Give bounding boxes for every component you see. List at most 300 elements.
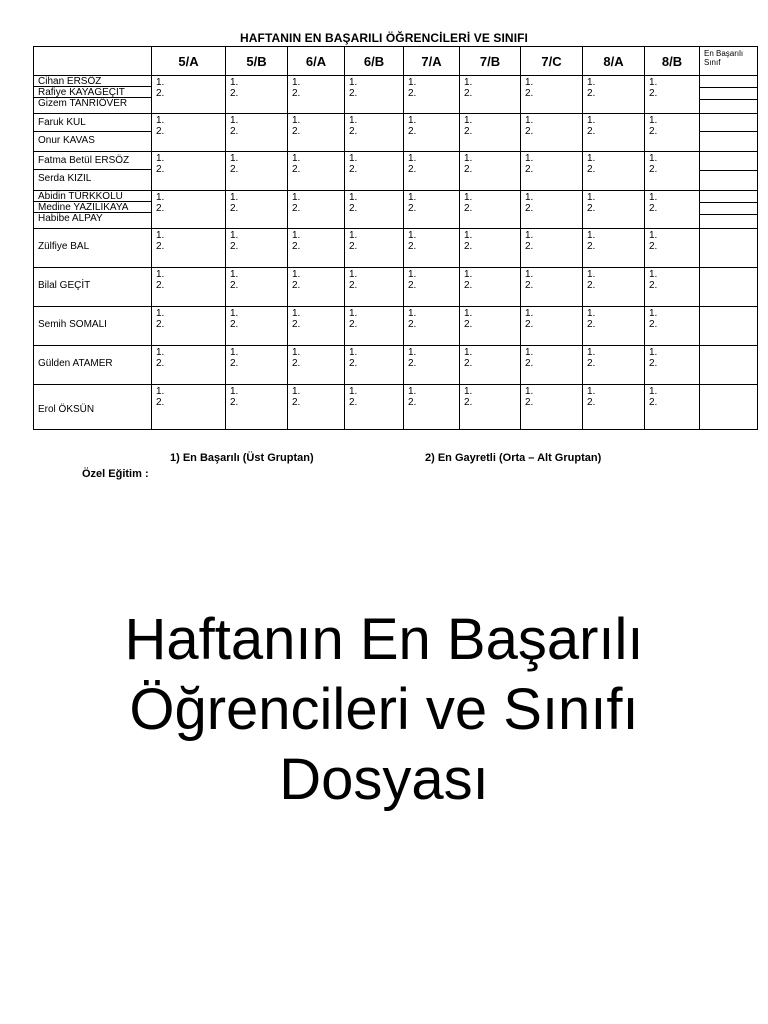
slot-label: 1. — [230, 115, 239, 126]
slot-label: 2. — [587, 319, 596, 330]
best-class-subcell — [700, 171, 757, 190]
slot-label: 1. — [349, 230, 358, 241]
slot-label: 1. — [349, 386, 358, 397]
slot-label: 2. — [587, 358, 596, 369]
column-header: 7/B — [460, 47, 521, 76]
slot-cell — [288, 76, 345, 114]
slot-label: 2. — [408, 164, 417, 175]
slot-label: 2. — [156, 280, 165, 291]
slot-label: 1. — [292, 347, 301, 358]
student-name: Erol ÖKSÜN — [38, 404, 95, 415]
student-name: Abidin TÜRKKOLU — [34, 191, 151, 202]
slot-label: 1. — [649, 386, 658, 397]
slot-label: 2. — [525, 358, 534, 369]
slot-label: 2. — [649, 164, 658, 175]
cover-title-line: Haftanın En Başarılı — [124, 607, 644, 672]
slot-label: 1. — [408, 308, 417, 319]
slot-label: 2. — [464, 397, 473, 408]
slot-label: 2. — [349, 203, 358, 214]
slot-cell — [226, 76, 288, 114]
slot-label: 1. — [292, 386, 301, 397]
slot-cell — [521, 229, 583, 268]
table-row — [34, 229, 758, 268]
best-class-subcell — [700, 191, 757, 203]
slot-label: 2. — [349, 397, 358, 408]
slot-label: 1. — [156, 308, 165, 319]
slot-label: 1. — [587, 77, 596, 88]
slot-label: 1. — [649, 308, 658, 319]
slot-label: 1. — [587, 308, 596, 319]
slot-label: 2. — [649, 241, 658, 252]
slot-label: 1. — [349, 192, 358, 203]
slot-cell — [345, 229, 404, 268]
table-header-row — [34, 47, 758, 76]
slot-cell — [226, 307, 288, 346]
slot-cell — [288, 191, 345, 229]
slot-label: 2. — [649, 88, 658, 99]
slot-label: 1. — [587, 269, 596, 280]
slot-label: 2. — [649, 397, 658, 408]
slot-cell — [345, 346, 404, 385]
slot-label: 1. — [156, 153, 165, 164]
slot-label: 2. — [408, 203, 417, 214]
slot-label: 1. — [408, 192, 417, 203]
slot-label: 2. — [587, 126, 596, 137]
slot-label: 2. — [464, 164, 473, 175]
slot-label: 2. — [587, 88, 596, 99]
best-class-subcell — [700, 307, 757, 345]
slot-label: 2. — [292, 241, 301, 252]
slot-label: 2. — [156, 397, 165, 408]
slot-label: 2. — [525, 397, 534, 408]
slot-label: 1. — [230, 230, 239, 241]
slot-cell — [226, 152, 288, 191]
student-names-cell — [34, 385, 152, 430]
slot-label: 1. — [292, 192, 301, 203]
slot-label: 1. — [649, 77, 658, 88]
slot-label: 2. — [292, 126, 301, 137]
slot-cell — [345, 76, 404, 114]
slot-cell — [404, 229, 460, 268]
slot-cell — [226, 229, 288, 268]
slot-cell — [288, 114, 345, 152]
slot-label: 2. — [408, 397, 417, 408]
slot-label: 2. — [292, 397, 301, 408]
slot-cell — [645, 385, 700, 430]
slot-label: 2. — [156, 88, 165, 99]
best-class-cell — [700, 114, 758, 152]
slot-label: 1. — [292, 308, 301, 319]
slot-label: 1. — [349, 153, 358, 164]
slot-label: 1. — [349, 308, 358, 319]
slot-cell — [345, 152, 404, 191]
student-name: Serda KIZIL — [38, 173, 92, 184]
slot-label: 1. — [464, 192, 473, 203]
student-names-cell — [34, 114, 152, 152]
column-header: 5/B — [226, 47, 288, 76]
slot-label: 2. — [464, 358, 473, 369]
slot-cell — [152, 307, 226, 346]
slot-label: 2. — [156, 358, 165, 369]
slot-label: 1. — [408, 230, 417, 241]
slot-label: 2. — [408, 319, 417, 330]
slot-label: 2. — [464, 280, 473, 291]
slot-label: 1. — [292, 269, 301, 280]
column-header: 6/A — [288, 47, 345, 76]
slot-label: 1. — [464, 230, 473, 241]
slot-cell — [521, 385, 583, 430]
slot-label: 1. — [230, 347, 239, 358]
student-name: Faruk KUL — [34, 114, 151, 132]
slot-cell — [288, 385, 345, 430]
best-class-subcell — [700, 132, 757, 150]
slot-cell — [345, 307, 404, 346]
slot-label: 2. — [587, 203, 596, 214]
slot-cell — [226, 385, 288, 430]
column-header: 8/B — [645, 47, 700, 76]
slot-label: 1. — [525, 192, 534, 203]
best-class-cell — [700, 268, 758, 307]
slot-label: 1. — [156, 347, 165, 358]
slot-cell — [583, 114, 645, 152]
slot-label: 1. — [464, 153, 473, 164]
slot-label: 1. — [587, 386, 596, 397]
slot-label: 1. — [525, 269, 534, 280]
slot-label: 2. — [230, 319, 239, 330]
slot-label: 2. — [230, 88, 239, 99]
slot-label: 2. — [349, 164, 358, 175]
slot-label: 1. — [292, 77, 301, 88]
slot-label: 2. — [156, 126, 165, 137]
slot-label: 2. — [292, 203, 301, 214]
slot-cell — [521, 268, 583, 307]
best-class-subcell — [700, 229, 757, 267]
slot-cell — [460, 385, 521, 430]
slot-label: 2. — [230, 397, 239, 408]
slot-label: 1. — [464, 347, 473, 358]
slot-label: 1. — [349, 77, 358, 88]
slot-cell — [583, 229, 645, 268]
best-class-subcell — [700, 203, 757, 215]
slot-label: 2. — [156, 164, 165, 175]
student-name: Habibe ALPAY — [38, 213, 103, 224]
student-names-cell — [34, 307, 152, 346]
slot-label: 1. — [587, 115, 596, 126]
table-row — [34, 385, 758, 430]
slot-cell — [226, 268, 288, 307]
slot-cell — [152, 114, 226, 152]
slot-cell — [460, 268, 521, 307]
slot-label: 1. — [408, 386, 417, 397]
slot-label: 1. — [156, 115, 165, 126]
slot-label: 1. — [349, 269, 358, 280]
best-class-subcell — [700, 76, 757, 88]
slot-cell — [152, 268, 226, 307]
best-class-cell — [700, 191, 758, 229]
slot-cell — [521, 114, 583, 152]
slot-cell — [460, 229, 521, 268]
cover-title-line: Öğrencileri ve Sınıfı — [129, 677, 639, 742]
slot-label: 2. — [230, 358, 239, 369]
slot-cell — [583, 385, 645, 430]
student-name: Fatma Betül ERSÖZ — [34, 152, 151, 170]
slot-label: 1. — [464, 115, 473, 126]
slot-cell — [583, 307, 645, 346]
slot-cell — [345, 114, 404, 152]
best-class-cell — [700, 229, 758, 268]
student-name: Gülden ATAMER — [38, 358, 113, 369]
student-name: Onur KAVAS — [38, 135, 95, 146]
best-class-cell — [700, 385, 758, 430]
slot-label: 1. — [525, 308, 534, 319]
best-class-subcell — [700, 215, 757, 227]
cover-title-line: Dosyası — [279, 747, 489, 812]
slot-cell — [404, 268, 460, 307]
slot-label: 2. — [525, 319, 534, 330]
slot-label: 2. — [349, 280, 358, 291]
slot-label: 1. — [156, 192, 165, 203]
student-names-cell — [34, 346, 152, 385]
slot-label: 1. — [156, 230, 165, 241]
table-row — [34, 76, 758, 114]
weekly-students-table — [33, 46, 758, 430]
slot-label: 2. — [649, 203, 658, 214]
column-header: 6/B — [345, 47, 404, 76]
student-name: Zülfiye BAL — [38, 241, 90, 252]
slot-cell — [460, 152, 521, 191]
slot-cell — [226, 191, 288, 229]
slot-cell — [521, 307, 583, 346]
slot-label: 1. — [230, 77, 239, 88]
slot-label: 1. — [292, 230, 301, 241]
slot-label: 2. — [230, 241, 239, 252]
slot-label: 2. — [292, 164, 301, 175]
slot-label: 2. — [230, 203, 239, 214]
slot-label: 1. — [649, 192, 658, 203]
slot-cell — [460, 191, 521, 229]
slot-cell — [345, 191, 404, 229]
slot-cell — [288, 307, 345, 346]
slot-label: 1. — [464, 386, 473, 397]
slot-cell — [521, 191, 583, 229]
slot-cell — [345, 385, 404, 430]
best-class-subcell — [700, 346, 757, 384]
slot-label: 2. — [587, 241, 596, 252]
slot-cell — [288, 229, 345, 268]
best-class-column-header: En Başarılı Sınıf — [700, 47, 758, 76]
slot-label: 1. — [464, 308, 473, 319]
slot-cell — [521, 152, 583, 191]
student-name: Cihan ERSÖZ — [34, 76, 151, 87]
slot-label: 2. — [525, 126, 534, 137]
slot-label: 1. — [525, 115, 534, 126]
best-class-cell — [700, 307, 758, 346]
student-names-cell — [34, 152, 152, 191]
slot-label: 2. — [349, 126, 358, 137]
column-header: 7/A — [404, 47, 460, 76]
slot-cell — [645, 307, 700, 346]
slot-label: 1. — [464, 269, 473, 280]
slot-label: 2. — [464, 126, 473, 137]
slot-label: 2. — [408, 88, 417, 99]
slot-label: 2. — [525, 241, 534, 252]
slot-cell — [645, 76, 700, 114]
slot-label: 1. — [649, 115, 658, 126]
slot-label: 2. — [464, 203, 473, 214]
student-name: Semih SOMALI — [38, 319, 107, 330]
slot-label: 2. — [525, 280, 534, 291]
slot-label: 1. — [587, 192, 596, 203]
slot-cell — [645, 229, 700, 268]
legend-best-student: 1) En Başarılı (Üst Gruptan) — [170, 452, 314, 464]
slot-label: 1. — [525, 386, 534, 397]
slot-label: 2. — [649, 280, 658, 291]
best-class-cell — [700, 152, 758, 191]
student-name: Gizem TANRIÖVER — [38, 98, 128, 109]
slot-label: 1. — [408, 77, 417, 88]
slot-cell — [521, 346, 583, 385]
slot-label: 2. — [587, 280, 596, 291]
slot-cell — [404, 385, 460, 430]
slot-cell — [345, 268, 404, 307]
slot-cell — [460, 307, 521, 346]
slot-label: 1. — [349, 115, 358, 126]
slot-label: 2. — [587, 397, 596, 408]
slot-label: 1. — [525, 77, 534, 88]
slot-label: 2. — [464, 241, 473, 252]
student-names-cell — [34, 229, 152, 268]
slot-label: 2. — [525, 88, 534, 99]
slot-cell — [404, 346, 460, 385]
student-names-cell — [34, 268, 152, 307]
slot-label: 1. — [230, 192, 239, 203]
student-name: Rafiye KAYAGEÇİT — [34, 87, 151, 98]
slot-cell — [404, 191, 460, 229]
student-names-cell — [34, 191, 152, 229]
slot-label: 2. — [230, 126, 239, 137]
slot-label: 1. — [230, 308, 239, 319]
slot-label: 1. — [156, 386, 165, 397]
document-title: HAFTANIN EN BAŞARILI ÖĞRENCİLERİ VE SINIFI — [240, 31, 528, 45]
slot-label: 2. — [292, 319, 301, 330]
student-name: Medine YAZILIKAYA — [34, 202, 151, 213]
slot-label: 2. — [292, 88, 301, 99]
slot-label: 2. — [408, 358, 417, 369]
slot-label: 2. — [156, 241, 165, 252]
slot-label: 1. — [587, 347, 596, 358]
slot-cell — [288, 268, 345, 307]
slot-label: 2. — [464, 319, 473, 330]
column-header: 7/C — [521, 47, 583, 76]
table-row — [34, 346, 758, 385]
header-corner-cell — [34, 47, 152, 76]
slot-cell — [583, 346, 645, 385]
slot-cell — [404, 76, 460, 114]
best-class-subcell — [700, 268, 757, 306]
slot-cell — [460, 76, 521, 114]
slot-label: 1. — [292, 115, 301, 126]
slot-label: 1. — [464, 77, 473, 88]
slot-label: 1. — [649, 347, 658, 358]
slot-cell — [226, 114, 288, 152]
column-header: 8/A — [583, 47, 645, 76]
slot-label: 2. — [292, 280, 301, 291]
slot-cell — [152, 346, 226, 385]
slot-cell — [460, 346, 521, 385]
slot-label: 2. — [292, 358, 301, 369]
slot-label: 1. — [292, 153, 301, 164]
slot-label: 2. — [649, 358, 658, 369]
slot-label: 1. — [408, 153, 417, 164]
slot-cell — [404, 307, 460, 346]
best-class-cell — [700, 76, 758, 114]
slot-cell — [460, 114, 521, 152]
student-names-cell — [34, 76, 152, 114]
slot-label: 1. — [408, 347, 417, 358]
slot-cell — [645, 346, 700, 385]
slot-cell — [288, 346, 345, 385]
slot-label: 1. — [230, 269, 239, 280]
slot-label: 1. — [587, 230, 596, 241]
slot-cell — [583, 268, 645, 307]
slot-label: 1. — [649, 269, 658, 280]
slot-label: 2. — [649, 319, 658, 330]
slot-cell — [645, 152, 700, 191]
slot-label: 1. — [525, 347, 534, 358]
slot-label: 2. — [464, 88, 473, 99]
slot-label: 1. — [230, 153, 239, 164]
cover-title — [0, 605, 768, 815]
slot-label: 1. — [156, 269, 165, 280]
slot-label: 2. — [408, 126, 417, 137]
table-row — [34, 114, 758, 152]
slot-label: 1. — [649, 230, 658, 241]
slot-cell — [152, 76, 226, 114]
slot-label: 2. — [230, 164, 239, 175]
legend-most-diligent-student: 2) En Gayretli (Orta – Alt Gruptan) — [425, 452, 602, 464]
slot-label: 1. — [525, 153, 534, 164]
slot-label: 1. — [230, 386, 239, 397]
table-row — [34, 152, 758, 191]
slot-cell — [226, 346, 288, 385]
slot-label: 2. — [349, 88, 358, 99]
best-class-subcell — [700, 385, 757, 429]
slot-cell — [583, 152, 645, 191]
slot-label: 2. — [408, 280, 417, 291]
table-row — [34, 307, 758, 346]
slot-cell — [404, 114, 460, 152]
slot-cell — [583, 76, 645, 114]
slot-cell — [404, 152, 460, 191]
best-class-subcell — [700, 114, 757, 132]
slot-label: 1. — [408, 115, 417, 126]
slot-cell — [152, 385, 226, 430]
slot-label: 2. — [156, 319, 165, 330]
slot-cell — [645, 268, 700, 307]
table-row — [34, 268, 758, 307]
best-class-cell — [700, 346, 758, 385]
slot-label: 2. — [587, 164, 596, 175]
slot-cell — [583, 191, 645, 229]
slot-label: 1. — [525, 230, 534, 241]
slot-label: 1. — [649, 153, 658, 164]
best-class-subcell — [700, 88, 757, 100]
table-row — [34, 191, 758, 229]
slot-cell — [645, 191, 700, 229]
column-header: 5/A — [152, 47, 226, 76]
slot-label: 2. — [349, 241, 358, 252]
slot-label: 2. — [349, 358, 358, 369]
